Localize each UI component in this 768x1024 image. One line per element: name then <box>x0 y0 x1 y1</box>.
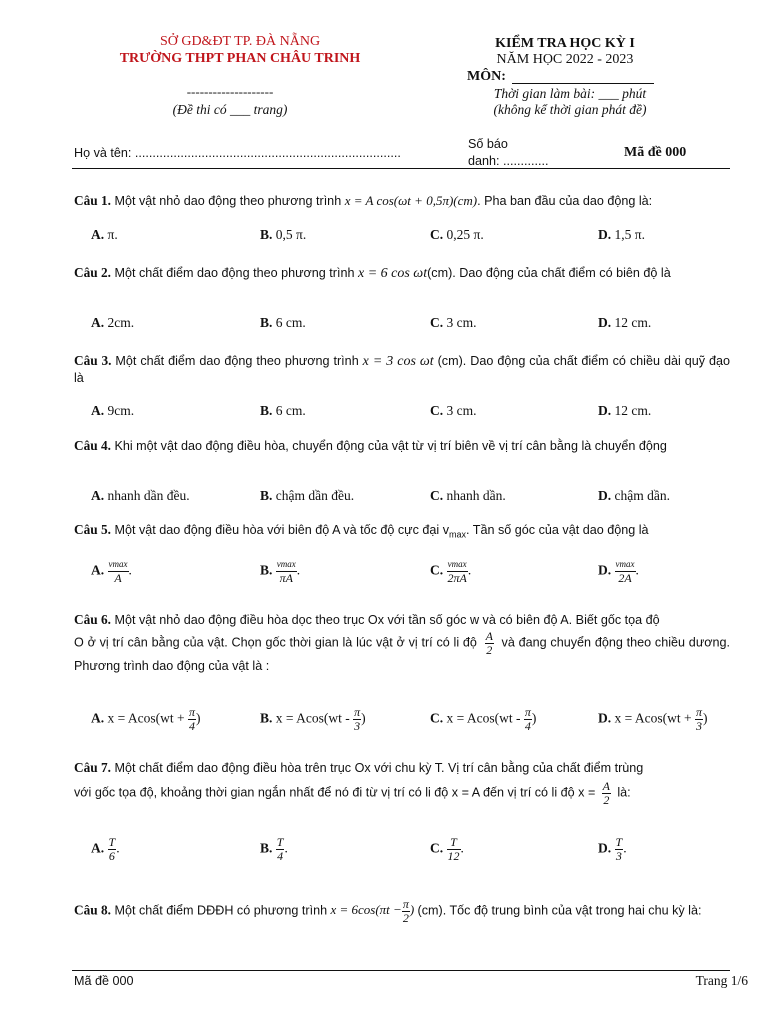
question-text: là: <box>617 785 631 800</box>
fraction: $\frac{vmax}{2\pi A}$ <box>447 559 467 585</box>
time-note-2: (không kể thời gian phát đề) <box>493 102 647 117</box>
option-b[interactable]: B. 6 cm. <box>260 403 306 418</box>
question-4 <box>74 438 730 454</box>
question-8 <box>74 898 730 925</box>
question-6 <box>74 612 730 628</box>
question-text: Một chất điểm dao động theo phương trình <box>111 354 363 368</box>
option-c[interactable]: C. x = Acos(wt - $\frac{\pi}{4}$ ) <box>430 705 537 733</box>
header-divider <box>72 168 730 169</box>
option-c[interactable]: C. $\frac{T}{12}$ . <box>430 835 464 863</box>
subject-blank-line <box>512 83 654 84</box>
question-text: (cm). Tốc độ trung bình của vật trong hai chu kỳ là: <box>417 903 702 918</box>
fraction: $\frac{A}{2}$ <box>485 629 493 657</box>
question-text: Một chất điểm dao động theo phương trình <box>110 266 358 280</box>
option-d[interactable]: D. chậm dần. <box>598 488 670 503</box>
option-d[interactable]: D. 12 cm. <box>598 403 652 418</box>
option-a[interactable]: A. 9cm. <box>91 403 135 418</box>
option-d[interactable]: D. 12 cm. <box>598 315 652 330</box>
fraction: $\frac{\pi}{2}$ <box>402 897 409 925</box>
question-7 <box>74 760 730 776</box>
option-d[interactable]: D. x = Acos(wt + $\frac{\pi}{3}$ ) <box>598 705 708 733</box>
sbd-field[interactable]: danh: ............. <box>468 154 549 168</box>
sbd-label: Số báo <box>468 137 508 151</box>
question-text: Một vật nhỏ dao động điều hòa dọc theo trục Ox với tần số góc w và có biên độ A. Biết gốc tọa độ <box>110 613 660 627</box>
question-label: Câu 5. <box>74 522 111 537</box>
fraction: $\frac{\pi}{4}$ <box>524 705 531 733</box>
question-2 <box>74 265 730 282</box>
question-1 <box>74 193 730 209</box>
footer-page-number: Trang 1/6 <box>695 973 748 988</box>
option-c[interactable]: C. 3 cm. <box>430 315 477 330</box>
footer-divider <box>72 970 730 971</box>
option-b[interactable]: B. $\frac{vmax}{\pi A}$ . <box>260 559 301 585</box>
student-name-field[interactable]: Họ và tên: ............................................................................ <box>74 146 401 160</box>
fraction: $\frac{\pi}{3}$ <box>354 705 361 733</box>
option-a[interactable]: A. $\frac{vmax}{A}$ . <box>91 559 132 585</box>
question-text: Một chất điểm dao động điều hòa trên trục Ox với chu kỳ T. Vị trí cân bằng của chất điểm trùng <box>110 761 644 775</box>
question-6-line-2 <box>74 630 730 675</box>
fraction: $\frac{\pi}{3}$ <box>695 705 702 733</box>
question-5 <box>74 522 730 543</box>
fraction: $\frac{vmax}{\pi A}$ <box>276 559 296 585</box>
fraction: $\frac{T}{12}$ <box>447 835 460 863</box>
exam-code: Mã đề 000 <box>624 145 687 160</box>
option-a[interactable]: A. x = Acos(wt + $\frac{\pi}{4}$ ) <box>91 705 201 733</box>
option-d[interactable]: D. $\frac{vmax}{2A}$ . <box>598 559 639 585</box>
fraction: $\frac{T}{4}$ <box>276 835 284 863</box>
question-label: Câu 3. <box>74 353 112 368</box>
question-label: Câu 6. <box>74 612 111 627</box>
question-label: Câu 7. <box>74 760 111 775</box>
footer-exam-code: Mã đề 000 <box>74 974 134 988</box>
question-text: Một vật nhỏ dao động theo phương trình <box>110 194 345 208</box>
fraction: $\frac{T}{6}$ <box>108 835 116 863</box>
fraction: $\frac{A}{2}$ <box>602 779 610 807</box>
option-d[interactable]: D. 1,5 π. <box>598 227 645 242</box>
question-text: Một vật dao động điều hòa với biên độ A và tốc độ cực đại v <box>110 523 449 537</box>
time-note: Thời gian làm bài: ___ phút <box>493 86 647 101</box>
question-text: (cm). Dao động của chất điểm có chiều dài quỹ đạo là <box>74 354 731 385</box>
question-text: Một chất điểm DĐĐH có phương trình <box>110 903 328 918</box>
formula: x = A cos(ωt + 0,5π)(cm) <box>344 193 478 208</box>
option-d[interactable]: D. $\frac{T}{3}$ . <box>598 835 627 863</box>
question-text: với gốc tọa độ, khoảng thời gian ngắn nhất để nó đi từ vị trí có li độ x = A đến vị trí có li độ x = <box>74 785 596 800</box>
fraction: $\frac{vmax}{A}$ <box>108 559 128 585</box>
formula: x = 6cos(πt − $\frac{\pi}{2}$ ) <box>330 897 415 925</box>
option-c[interactable]: C. nhanh dần. <box>430 488 506 503</box>
option-b[interactable]: B. 0,5 π. <box>260 227 307 242</box>
question-text: O ở vị trí cân bằng của vật. Chọn gốc thời gian là lúc vật ở vị trí có li độ <box>74 635 477 650</box>
school-year: NĂM HỌC 2022 - 2023 <box>496 52 634 67</box>
formula: x = 6 cos ωt <box>357 266 428 281</box>
exam-title: KIỂM TRA HỌC KỲ I <box>495 36 635 51</box>
question-7-line-2 <box>74 780 730 807</box>
formula: x = 3 cos ωt <box>362 354 434 369</box>
question-text-subscript: max <box>449 529 467 540</box>
option-a[interactable]: A. 2cm. <box>91 315 135 330</box>
question-text: và đang chuyển động theo chiều dương. Phương trình dao động của vật là : <box>74 635 731 673</box>
question-text: (cm). Dao động của chất điểm có biên độ là <box>427 266 671 280</box>
option-a[interactable]: A. $\frac{T}{6}$ . <box>91 835 120 863</box>
option-b[interactable]: B. chậm dần đều. <box>260 488 355 503</box>
header-dashes: -------------------- <box>186 84 274 99</box>
option-a[interactable]: A. π. <box>91 227 118 242</box>
option-a[interactable]: A. nhanh dần đều. <box>91 488 190 503</box>
question-text: . Tần số góc của vật dao động là <box>466 523 649 537</box>
option-b[interactable]: B. 6 cm. <box>260 315 306 330</box>
option-c[interactable]: C. $\frac{vmax}{2\pi A}$ . <box>430 559 472 585</box>
department-name: SỞ GD&ĐT TP. ĐÀ NẴNG <box>159 34 321 49</box>
question-text: Khi một vật dao động điều hòa, chuyển động của vật từ vị trí biên về vị trí cân bằng là chuyển động <box>110 439 667 453</box>
pages-note: (Đề thi có ___ trang) <box>172 102 288 117</box>
fraction: $\frac{vmax}{2A}$ <box>615 559 635 585</box>
question-3 <box>74 353 730 386</box>
option-b[interactable]: B. x = Acos(wt - $\frac{\pi}{3}$ ) <box>260 705 366 733</box>
question-label: Câu 8. <box>74 902 111 918</box>
option-c[interactable]: C. 0,25 π. <box>430 227 484 242</box>
fraction: $\frac{T}{3}$ <box>615 835 623 863</box>
question-text: . Pha ban đầu của dao động là: <box>477 194 653 208</box>
option-c[interactable]: C. 3 cm. <box>430 403 477 418</box>
subject-label: MÔN: <box>467 69 506 84</box>
option-b[interactable]: B. $\frac{T}{4}$ . <box>260 835 288 863</box>
question-label: Câu 4. <box>74 438 111 453</box>
question-label: Câu 2. <box>74 265 111 280</box>
question-label: Câu 1. <box>74 193 111 208</box>
fraction: $\frac{\pi}{4}$ <box>188 705 195 733</box>
school-name: TRƯỜNG THPT PHAN CHÂU TRINH <box>119 51 361 66</box>
